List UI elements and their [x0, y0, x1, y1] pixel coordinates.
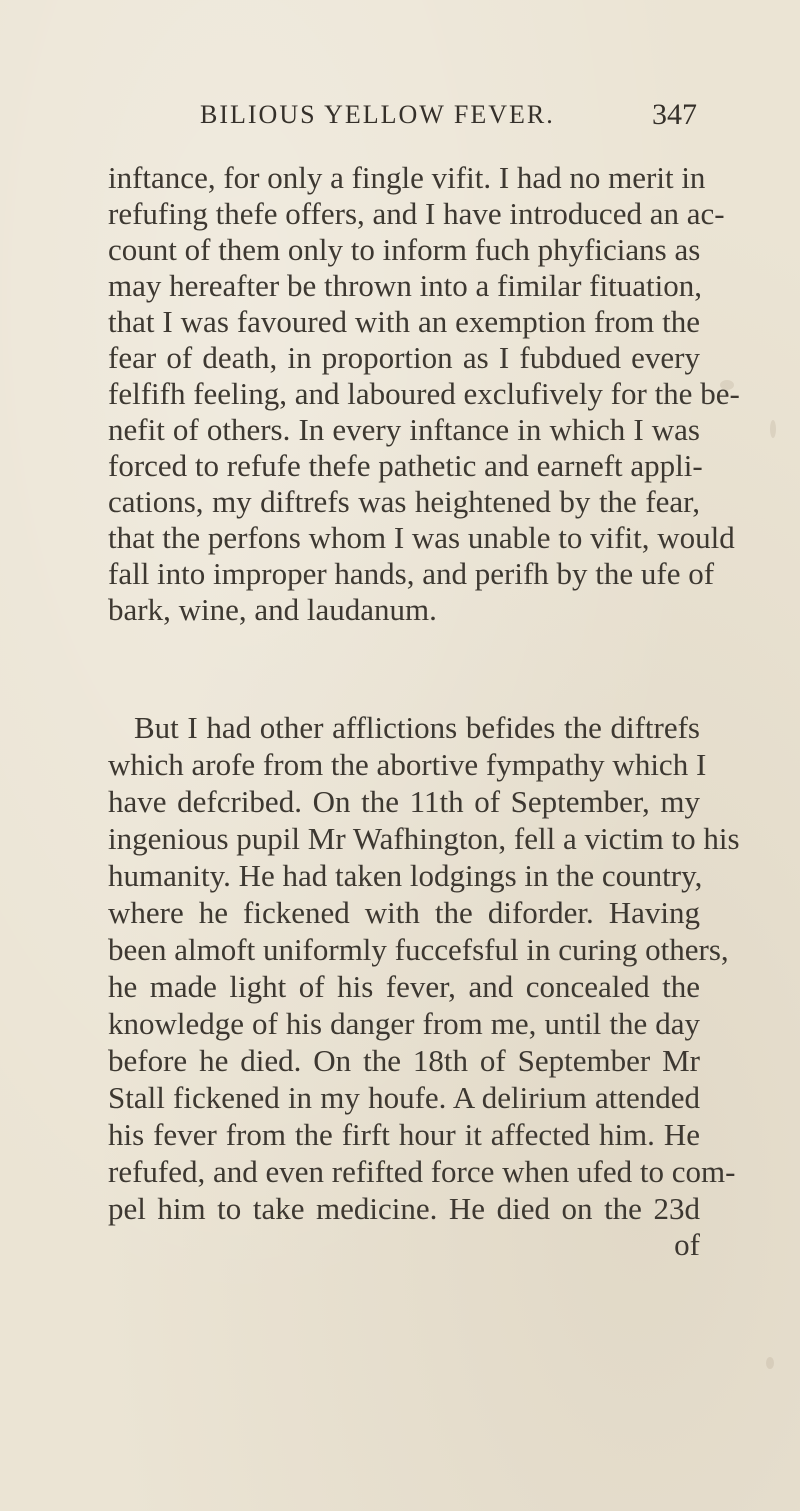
- text-line: he made light of his fever, and concealed the: [108, 969, 700, 1004]
- text-line: which arofe from the abortive fympathy which I: [108, 747, 707, 782]
- catchword: of: [674, 1227, 700, 1262]
- text-line: knowledge of his danger from me, until the day: [108, 1006, 700, 1041]
- running-title: BILIOUS YELLOW FEVER.: [200, 100, 555, 129]
- text-line: forced to refufe thefe pathetic and earneft appli-: [108, 448, 703, 483]
- text-line: cations, my diftrefs was heightened by the fear,: [108, 484, 700, 519]
- text-line: Stall fickened in my houfe. A delirium attended: [108, 1080, 700, 1115]
- catchword-block: [108, 1227, 700, 1267]
- text-line: before he died. On the 18th of September Mr: [108, 1043, 700, 1078]
- text-line: may hereafter be thrown into a fimilar fituation,: [108, 268, 702, 303]
- paper-stain: [770, 420, 776, 438]
- text-line: humanity. He had taken lodgings in the country,: [108, 858, 703, 893]
- page-number: 347: [652, 98, 697, 131]
- text-line: been almoft uniformly fuccefsful in curing others,: [108, 932, 729, 967]
- text-line: that the perfons whom I was unable to vifit, would: [108, 520, 735, 555]
- text-line: refufing thefe offers, and I have introduced an ac-: [108, 196, 725, 231]
- text-line: inftance, for only a fingle vifit. I had no merit in: [108, 160, 706, 195]
- paragraph-2: [108, 710, 740, 1226]
- text-line: have defcribed. On the 11th of September, my: [108, 784, 700, 819]
- text-line: bark, wine, and laudanum.: [108, 592, 437, 627]
- paper-stain: [766, 1357, 774, 1369]
- text-line: fall into improper hands, and perifh by the ufe of: [108, 556, 715, 591]
- text-line: felfifh feeling, and laboured exclufively for the be-: [108, 376, 740, 411]
- paragraph-1: [108, 160, 740, 630]
- text-line: nefit of others. In every inftance in which I was: [108, 412, 700, 447]
- text-line: refufed, and even refifted force when ufed to com-: [108, 1154, 736, 1189]
- text-line: count of them only to inform fuch phyficians as: [108, 232, 701, 267]
- text-line: pel him to take medicine. He died on the 23d: [108, 1191, 700, 1226]
- text-line: that I was favoured with an exemption from the: [108, 304, 700, 339]
- text-line: But I had other afflictions befides the diftrefs: [134, 710, 700, 745]
- text-line: ingenious pupil Mr Wafhington, fell a victim to his: [108, 821, 740, 856]
- page-header: [0, 100, 800, 140]
- text-line: fear of death, in proportion as I fubdued every: [108, 340, 700, 375]
- text-line: his fever from the firft hour it affected him. He: [108, 1117, 700, 1152]
- text-line: where he fickened with the diforder. Having: [108, 895, 700, 930]
